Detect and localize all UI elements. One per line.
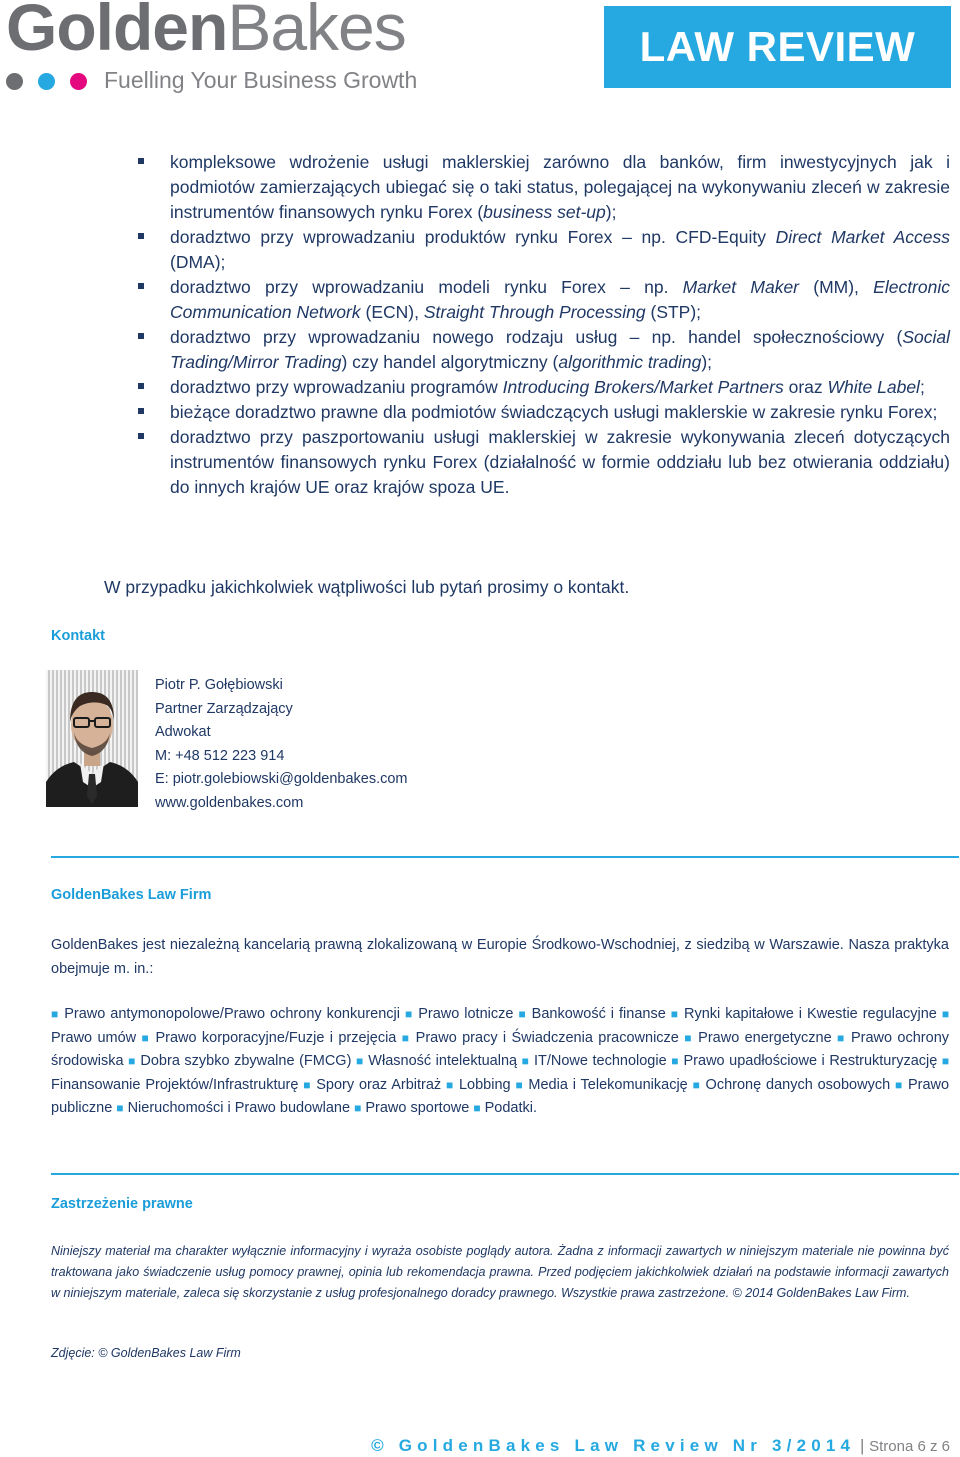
practice-bullet-icon: ■ <box>515 1077 524 1092</box>
practice-bullet-icon: ■ <box>837 1030 846 1045</box>
practice-area: Prawo pracy i Świadczenia pracownicze <box>415 1029 679 1046</box>
services-list <box>136 150 950 500</box>
logo-light-text: Bakes <box>227 0 406 64</box>
contact-details <box>155 674 408 815</box>
bullet-square-icon <box>138 233 144 239</box>
service-term: Introducing Brokers/Market Partners <box>502 377 784 397</box>
firm-heading: GoldenBakes Law Firm <box>51 887 212 903</box>
practice-area: Finansowanie Projektów/Infrastrukturę <box>51 1076 299 1093</box>
practice-area: Prawo ochrony środowiska <box>51 1029 950 1070</box>
service-text: bieżące doradztwo prawne dla podmiotów świadczących usługi maklerskie w zakresie rynku Forex; <box>170 402 938 422</box>
service-item <box>136 150 950 225</box>
practice-bullet-icon: ■ <box>518 1007 527 1021</box>
divider-line-1 <box>51 856 959 858</box>
footer-separator: | <box>859 1436 865 1455</box>
photo-credit: Zdjęcie: © GoldenBakes Law Firm <box>51 1346 241 1360</box>
service-term: Social Trading/Mirror Trading <box>170 327 950 372</box>
practice-area: Bankowość i finanse <box>531 1006 666 1022</box>
service-item <box>136 425 950 500</box>
service-item <box>136 325 950 375</box>
service-text: doradztwo przy wprowadzaniu programów <box>170 377 503 397</box>
bullet-square-icon <box>138 283 144 289</box>
service-term: Straight Through Processing <box>423 302 646 322</box>
practice-area: Dobra szybko zbywalne (FMCG) <box>140 1053 352 1070</box>
service-text: (MM), <box>799 277 874 297</box>
service-item <box>136 400 950 425</box>
footer-publication: © GoldenBakes Law Review Nr 3/2014 <box>371 1436 856 1455</box>
bullet-square-icon <box>138 433 144 439</box>
phone-label: M: <box>155 747 172 764</box>
practice-area: Podatki. <box>484 1100 538 1117</box>
practice-area: Prawo publiczne <box>51 1076 950 1117</box>
practice-bullet-icon: ■ <box>692 1077 701 1092</box>
practice-area: Rynki kapitałowe i Kwestie regulacyjne <box>684 1006 937 1022</box>
practice-bullet-icon: ■ <box>473 1101 481 1116</box>
disclaimer-heading: Zastrzeżenie prawne <box>51 1196 193 1212</box>
practice-bullet-icon: ■ <box>895 1077 904 1092</box>
service-term: Electronic Communication Network <box>170 277 950 322</box>
contact-question: W przypadku jakichkolwiek wątpliwości lub pytań prosimy o kontakt. <box>104 577 630 597</box>
logo-tagline: Fuelling Your Business Growth <box>104 67 418 93</box>
practice-area: Spory oraz Arbitraż <box>316 1076 442 1093</box>
service-text: doradztwo przy wprowadzaniu modeli rynku Forex – np. <box>170 277 683 297</box>
bullet-square-icon <box>138 408 144 414</box>
service-text: ); <box>605 202 617 222</box>
logo-dots <box>6 73 87 91</box>
law-review-badge <box>604 6 951 88</box>
practice-bullet-icon: ■ <box>141 1030 151 1045</box>
practice-bullet-icon: ■ <box>116 1101 124 1116</box>
bullet-square-icon <box>138 383 144 389</box>
practice-area: Prawo antymonopolowe/Prawo ochrony konkurencji <box>64 1006 400 1022</box>
contact-email-line <box>155 768 408 792</box>
service-term: White Label <box>827 377 920 397</box>
firm-description: GoldenBakes jest niezależną kancelarią prawną zlokalizowaną w Europie Środkowo-Wschodniej, z siedzibą w Warszawie. Nasza praktyka obejmuje m. in.: <box>51 937 949 977</box>
service-term: business set-up <box>483 202 606 222</box>
practice-bullet-icon: ■ <box>670 1007 679 1021</box>
service-item <box>136 275 950 325</box>
practice-area: Prawo lotnicze <box>418 1006 514 1022</box>
practice-area: Media i Telekomunikację <box>528 1076 688 1093</box>
email-link[interactable]: piotr.golebiowski@goldenbakes.com <box>172 771 408 787</box>
practice-bullet-icon: ■ <box>404 1007 414 1021</box>
logo-bold-text: Golden <box>6 0 228 64</box>
contact-position: Partner Zarządzający <box>155 700 293 717</box>
practice-area: Nieruchomości i Prawo budowlane <box>127 1100 351 1117</box>
portrait-illustration <box>46 670 138 807</box>
service-text: (STP); <box>645 302 702 322</box>
bullet-square-icon <box>138 158 144 164</box>
bullet-square-icon <box>138 333 144 339</box>
contact-photo <box>46 670 138 807</box>
practice-bullet-icon: ■ <box>941 1054 950 1069</box>
logo-dot-pink <box>70 73 87 90</box>
practice-bullet-icon: ■ <box>303 1077 312 1092</box>
practice-bullet-icon: ■ <box>671 1054 679 1069</box>
page-footer <box>371 1436 950 1456</box>
footer-page-number: Strona 6 z 6 <box>869 1438 950 1455</box>
service-term: algorithmic trading <box>558 352 702 372</box>
practice-bullet-icon: ■ <box>941 1007 950 1021</box>
practice-area: IT/Nowe technologie <box>533 1053 667 1070</box>
service-item <box>136 375 950 400</box>
service-item <box>136 225 950 275</box>
practice-bullet-icon: ■ <box>446 1077 455 1092</box>
service-text: kompleksowe wdrożenie usługi maklerskiej zarówno dla banków, firm inwestycyjnych jak i podmiotów zamierzających ubiegać się o taki status, polegającej na wykonywaniu zleceń w zakresie instrumentów finansowych rynku Forex ( <box>170 152 950 222</box>
practice-area: Prawo energetyczne <box>698 1029 832 1046</box>
service-text: oraz <box>783 377 828 397</box>
law-review-badge-text: LAW REVIEW <box>639 23 916 70</box>
practice-areas <box>51 1003 949 1121</box>
service-text: (DMA); <box>170 252 226 272</box>
divider-line-2 <box>51 1173 959 1175</box>
practice-bullet-icon: ■ <box>355 1054 364 1069</box>
service-term: Direct Market Access <box>775 227 950 247</box>
contact-name: Piotr P. Gołębiowski <box>155 677 283 693</box>
service-text: doradztwo przy wprowadzaniu nowego rodzaju usług – np. handel społecznościowy ( <box>170 327 903 347</box>
service-text: doradztwo przy paszportowaniu usługi maklerskiej w zakresie wykonywania zleceń dotyczących instrumentów finansowych rynku Forex (działalność w formie oddziału lub bez otwierania oddziału) do innych krajów UE oraz krajów spoza UE. <box>170 427 950 497</box>
contact-title: Adwokat <box>155 724 211 740</box>
website-link[interactable]: www.goldenbakes.com <box>155 794 304 811</box>
email-label: E: <box>155 771 169 787</box>
practice-bullet-icon: ■ <box>51 1007 60 1021</box>
practice-area: Własność intelektualną <box>368 1053 518 1070</box>
goldenbakes-logo <box>6 0 406 64</box>
practice-area: Prawo upadłościowe i Restrukturyzację <box>683 1053 938 1070</box>
practice-bullet-icon: ■ <box>128 1054 136 1069</box>
practice-area: Prawo korporacyjne/Fuzje i przejęcia <box>155 1029 397 1046</box>
practice-area: Ochronę danych osobowych <box>705 1076 891 1093</box>
logo-dot-blue <box>38 73 55 90</box>
service-text: doradztwo przy wprowadzaniu produktów rynku Forex – np. CFD-Equity <box>170 227 776 247</box>
service-text: ; <box>919 377 925 397</box>
contact-phone-line <box>155 745 408 769</box>
service-text: ); <box>701 352 713 372</box>
service-text: (ECN), <box>360 302 424 322</box>
service-text: ) czy handel algorytmiczny ( <box>341 352 559 372</box>
practice-area: Prawo sportowe <box>365 1100 470 1117</box>
practice-bullet-icon: ■ <box>521 1054 530 1069</box>
phone-value[interactable]: +48 512 223 914 <box>175 747 285 764</box>
service-term: Market Maker <box>682 277 800 297</box>
kontakt-heading: Kontakt <box>51 628 105 644</box>
disclaimer-text: Niniejszy materiał ma charakter wyłącznie informacyjny i wyraża osobiste poglądy autora. Żadna z informacji zawartych w niniejszym materiale nie powinna być traktowana jako świadczenie usług pomocy prawnej, opinia lub rekomendacja prawna. Przed podjęciem jakichkolwiek działań na podstawie informacji zawartych w niniejszym materiale, zaleca się skorzystanie z usług profesjonalnego doradcy prawnego. Wszystkie prawa zastrzeżone. © 2014 GoldenBakes Law Firm. <box>51 1244 949 1300</box>
practice-area: Prawo umów <box>51 1029 137 1046</box>
practice-bullet-icon: ■ <box>354 1101 362 1116</box>
practice-bullet-icon: ■ <box>401 1030 411 1045</box>
practice-bullet-icon: ■ <box>684 1030 693 1045</box>
logo-dot-gray <box>6 73 23 90</box>
practice-area: Lobbing <box>458 1076 511 1093</box>
